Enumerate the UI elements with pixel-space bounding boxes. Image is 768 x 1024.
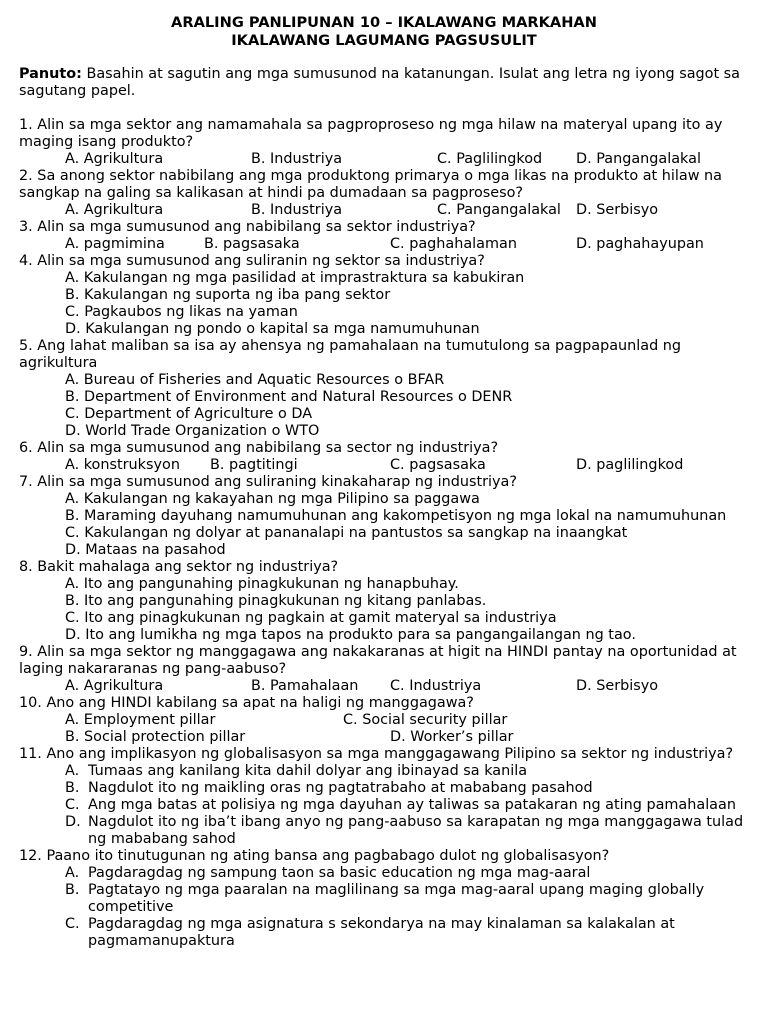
choice-letter: C.: [65, 916, 80, 932]
choice-d: D. paghahayupan: [576, 236, 704, 252]
choice-d: D. paglilingkod: [576, 457, 684, 473]
choice-a: A. Employment pillar: [65, 712, 216, 728]
question-5: 5. Ang lahat maliban sa isa ay ahensya ng pamahalaan na tumutulong sa pagpapaunlad ng agrikultura: [19, 338, 682, 371]
choice-c: C. Pagkaubos ng likas na yaman: [65, 304, 298, 320]
choice-c: C. Kakulangan ng dolyar at pananalapi na pantustos sa sangkap na inaangkat: [65, 525, 628, 541]
choice-a: A. pagmimina: [65, 236, 165, 252]
question-3: 3. Alin sa mga sumusunod ang nabibilang sa sektor industriya?: [19, 219, 476, 235]
instructions-label: Panuto:: [19, 66, 82, 82]
choice-text: Ang mga batas at polisiya ng mga dayuhan ay taliwas sa patakaran ng ating pamahalaan: [88, 797, 736, 813]
choice-a: A. Kakulangan ng kakayahan ng mga Pilipino sa paggawa: [65, 491, 480, 507]
choice-c: C. Department of Agriculture o DA: [65, 406, 313, 422]
question-6: 6. Alin sa mga sumusunod ang nabibilang sa sector ng industriya?: [19, 440, 499, 456]
choice-letter: B.: [65, 882, 80, 898]
choice-b: B. Pamahalaan: [251, 678, 359, 694]
instructions: [19, 66, 749, 100]
choice-d: D. Pangangalakal: [576, 151, 701, 167]
choice-d: D. Serbisyo: [576, 678, 659, 694]
choice-text: Nagdulot ito ng maikling oras ng pagtatrabaho at mababang pasahod: [88, 780, 593, 796]
choice-a: A. Agrikultura: [65, 678, 164, 694]
choice-a: [19, 763, 749, 780]
choice-d: D. Mataas na pasahod: [65, 542, 226, 558]
choice-c: [19, 916, 749, 950]
choice-a: [19, 865, 749, 882]
choice-text: Pagdaragdag ng sampung taon sa basic education ng mga mag-aaral: [88, 865, 591, 881]
choice-c: C. Ito ang pinagkukunan ng pagkain at gamit materyal sa industriya: [65, 610, 557, 626]
choice-a: A. Bureau of Fisheries and Aquatic Resources o BFAR: [65, 372, 445, 388]
choice-b: B. Kakulangan ng suporta ng iba pang sektor: [65, 287, 391, 303]
choice-b: B. pagtitingi: [210, 457, 298, 473]
question-11: 11. Ano ang implikasyon ng globalisasyon sa mga manggagawang Pilipino sa sektor ng industriya?: [19, 746, 734, 762]
choice-a: A. Agrikultura: [65, 202, 164, 218]
question-1: 1. Alin sa mga sektor ang namamahala sa pagproproseso ng mga hilaw na materyal upang ito ay maging isang produkto?: [19, 117, 723, 150]
question-12: 12. Paano ito tinutugunan ng ating bansa ang pagbabago dulot ng globalisasyon?: [19, 848, 610, 864]
choice-b: B. Department of Environment and Natural Resources o DENR: [65, 389, 513, 405]
choice-b: [19, 882, 749, 916]
question-2-choices: [19, 202, 749, 219]
question-9-choices: [19, 678, 749, 695]
question-1-choices: [19, 151, 749, 168]
choice-a: A. Ito ang pangunahing pinagkukunan ng hanapbuhay.: [65, 576, 459, 592]
question-9: 9. Alin sa mga sektor ng manggagawa ang nakakaranas at higit na HINDI pantay na oportunidad at laging nakararanas ng pang-aabuso?: [19, 644, 737, 677]
question-7: 7. Alin sa mga sumusunod ang suliraning kinakaharap ng industriya?: [19, 474, 518, 490]
choice-letter: A.: [65, 865, 80, 881]
choice-d: D. World Trade Organization o WTO: [65, 423, 320, 439]
choice-letter: B.: [65, 780, 80, 796]
choice-d: D. Ito ang lumikha ng mga tapos na produkto para sa pangangailangan ng tao.: [65, 627, 636, 643]
question-4: 4. Alin sa mga sumusunod ang suliranin ng sektor sa industriya?: [19, 253, 485, 269]
choice-b: B. Industriya: [251, 202, 343, 218]
exam-title: [19, 14, 749, 50]
question-10: 10. Ano ang HINDI kabilang sa apat na haligi ng manggagawa?: [19, 695, 474, 711]
choice-text: Pagdaragdag ng mga asignatura s sekondarya na may kinalaman sa kalakalan at pagmamanupaktura: [88, 916, 675, 949]
choice-a: A. Agrikultura: [65, 151, 164, 167]
question-3-choices: [19, 236, 749, 253]
question-2: 2. Sa anong sektor nabibilang ang mga produktong primarya o mga likas na produkto at hilaw na sangkap na galing sa kalikasan at hindi pa dumadaan sa pagproseso?: [19, 168, 722, 201]
instructions-text: Basahin at sagutin ang mga sumusunod na katanungan. Isulat ang letra ng iyong sagot sa sagutang papel.: [19, 66, 741, 99]
question-list: [19, 117, 749, 950]
choice-letter: A.: [65, 763, 80, 779]
question-6-choices: [19, 457, 749, 474]
choice-b: B. pagsasaka: [204, 236, 300, 252]
choice-c: C. Paglilingkod: [437, 151, 543, 167]
choice-a: A. konstruksyon: [65, 457, 180, 473]
choice-text: Tumaas ang kanilang kita dahil dolyar ang ibinayad sa kanila: [88, 763, 528, 779]
title-line-2: IKALAWANG LAGUMANG PAGSUSULIT: [231, 32, 537, 49]
choice-d: D. Serbisyo: [576, 202, 659, 218]
choice-a: A. Kakulangan ng mga pasilidad at imprastraktura sa kabukiran: [65, 270, 525, 286]
choice-d: [19, 814, 749, 848]
choice-b: B. Maraming dayuhang namumuhunan ang kakompetisyon ng mga lokal na namumuhunan: [65, 508, 727, 524]
choice-letter: D.: [65, 814, 81, 830]
choice-text: Pagtatayo ng mga paaralan na maglilinang sa mga mag-aaral upang maging globally competitive: [88, 882, 705, 915]
choice-letter: C.: [65, 797, 80, 813]
choice-text: Nagdulot ito ng iba’t ibang anyo ng pang-aabuso sa karapatan ng mga manggagawa tulad ng mababang sahod: [88, 814, 744, 847]
question-8: 8. Bakit mahalaga ang sektor ng industriya?: [19, 559, 339, 575]
question-10-choices-row-1: [19, 712, 749, 729]
choice-c: [19, 797, 749, 814]
choice-c: C. paghahalaman: [390, 236, 517, 252]
choice-b: B. Ito ang pangunahing pinagkukunan ng kitang panlabas.: [65, 593, 487, 609]
choice-d: D. Kakulangan ng pondo o kapital sa mga namumuhunan: [65, 321, 480, 337]
choice-b: B. Social protection pillar: [65, 729, 246, 745]
question-10-choices-row-2: [19, 729, 749, 746]
choice-b: [19, 780, 749, 797]
choice-c: C. Industriya: [390, 678, 482, 694]
choice-c: C. Pangangalakal: [437, 202, 561, 218]
choice-c: C. pagsasaka: [390, 457, 486, 473]
choice-c: C. Social security pillar: [343, 712, 508, 728]
title-line-1: ARALING PANLIPUNAN 10 – IKALAWANG MARKAHAN: [171, 14, 597, 31]
choice-d: D. Worker’s pillar: [390, 729, 514, 745]
choice-b: B. Industriya: [251, 151, 343, 167]
